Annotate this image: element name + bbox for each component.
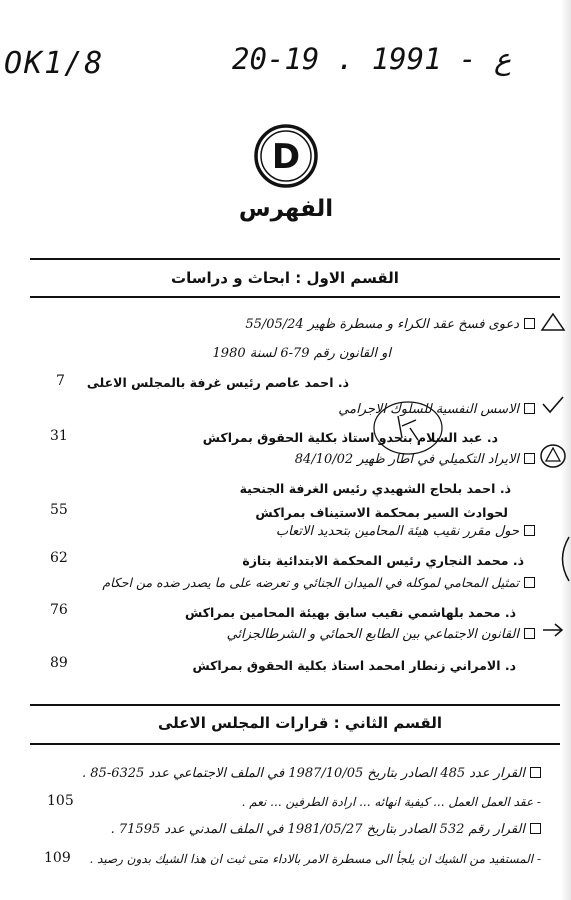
section-two-top-rule — [30, 704, 560, 706]
toc-entry-3-author-line2: لحوادث السير بمحكمة الاستيناف بمراكش — [255, 505, 508, 520]
section-one-top-rule — [30, 258, 560, 260]
section-two-bottom-rule — [30, 743, 560, 745]
checkbox-icon — [524, 403, 535, 414]
toc-entry-6-page: 89 — [50, 655, 68, 671]
margin-arrow-mark-icon — [540, 620, 566, 640]
journal-logo-icon — [253, 123, 319, 189]
checkbox-icon — [524, 577, 535, 588]
toc-entry-3-page: 55 — [50, 502, 68, 518]
handwritten-date: 20-19 . ع - 1991 — [232, 42, 512, 76]
page-title: الفهرس — [238, 196, 334, 222]
toc-entry-4-title: حول مقرر نقيب هيئة المحامين بتحديد الاتعاب — [276, 524, 535, 539]
checkbox-icon — [524, 453, 535, 464]
svg-text:D: D — [271, 137, 301, 177]
decision-entry-2-title: القرار رقم 532 الصادر بتاريخ 1981/05/27 في الملف المدني عدد 71595 . — [111, 822, 541, 837]
toc-entry-1-title: دعوى فسخ عقد الكراء و مسطرة ظهير 55/05/24 — [245, 317, 535, 332]
checkbox-icon — [530, 767, 541, 778]
toc-entry-5-author: ذ. محمد بلهاشمي نقيب سابق بهيئة المحامين بمراكش — [185, 605, 516, 620]
section-one-heading: القسم الاول : ابحاث و دراسات — [171, 269, 399, 287]
margin-bracket-mark-icon — [553, 534, 571, 584]
toc-entry-2-page: 31 — [50, 428, 68, 444]
toc-entry-2-title: الاسس النفسية للسلوك الاجرامي — [338, 402, 535, 417]
toc-entry-1-title-line2: او القانون رقم 79-6 لسنة 1980 — [212, 346, 391, 361]
checkbox-icon — [524, 525, 535, 536]
decision-entry-1-title: القرار عدد 485 الصادر بتاريخ 1987/10/05 في الملف الاجتماعي عدد 6325-85 . — [82, 766, 541, 781]
toc-entry-5-title: تمثيل المحامي لموكله في الميدان الجنائي و تعرضه على ما يصدر ضده من احكام — [102, 575, 535, 590]
margin-triangle-mark-icon — [540, 312, 566, 332]
decision-entry-1-page: 105 — [47, 793, 74, 809]
decision-entry-1-summary: - عقد العمل العمل ... كيفية انهائه ... ارادة الطرفين ... نعم . — [241, 795, 541, 809]
margin-check-mark-icon — [540, 394, 566, 418]
toc-entry-5-page: 76 — [50, 602, 68, 618]
section-two-heading: القسم الثاني : قرارات المجلس الاعلى — [157, 714, 442, 732]
toc-entry-6-title: القانون الاجتماعي بين الطابع الحمائي و الشرطالجزائي — [227, 627, 535, 642]
toc-entry-4-page: 62 — [50, 550, 68, 566]
toc-entry-2-author: د. عبد السلام بنحدو استاذ بكلية الحقوق بمراكش — [202, 430, 498, 445]
handwritten-ref-code: OK1/8 — [4, 46, 105, 81]
toc-entry-6-author: د. الامراني زنطار امحمد استاذ بكلية الحقوق بمراكش — [192, 658, 516, 673]
toc-entry-3-title: الايراد التكميلي في اطار ظهير 84/10/02 — [295, 452, 535, 467]
checkbox-icon — [530, 823, 541, 834]
decision-entry-2-page: 109 — [44, 850, 71, 866]
toc-entry-4-author: ذ. محمد النجاري رئيس المحكمة الابتدائية بتازة — [242, 553, 524, 568]
section-one-bottom-rule — [30, 296, 560, 298]
margin-circled-triangle-icon — [538, 442, 568, 470]
decision-entry-2-summary: - المستفيد من الشيك ان يلجأ الى مسطرة الامر بالاداء متى ثبت ان هذا الشيك بدون رصيد . — [89, 852, 541, 866]
toc-entry-1-author: ذ. احمد عاصم رئيس غرفة بالمجلس الاعلى — [86, 375, 349, 390]
toc-entry-3-author: ذ. احمد بلحاج الشهيدي رئيس الغرفة الجنحية — [239, 481, 511, 496]
toc-entry-1-page: 7 — [56, 373, 65, 389]
checkbox-icon — [524, 318, 535, 329]
checkbox-icon — [524, 628, 535, 639]
